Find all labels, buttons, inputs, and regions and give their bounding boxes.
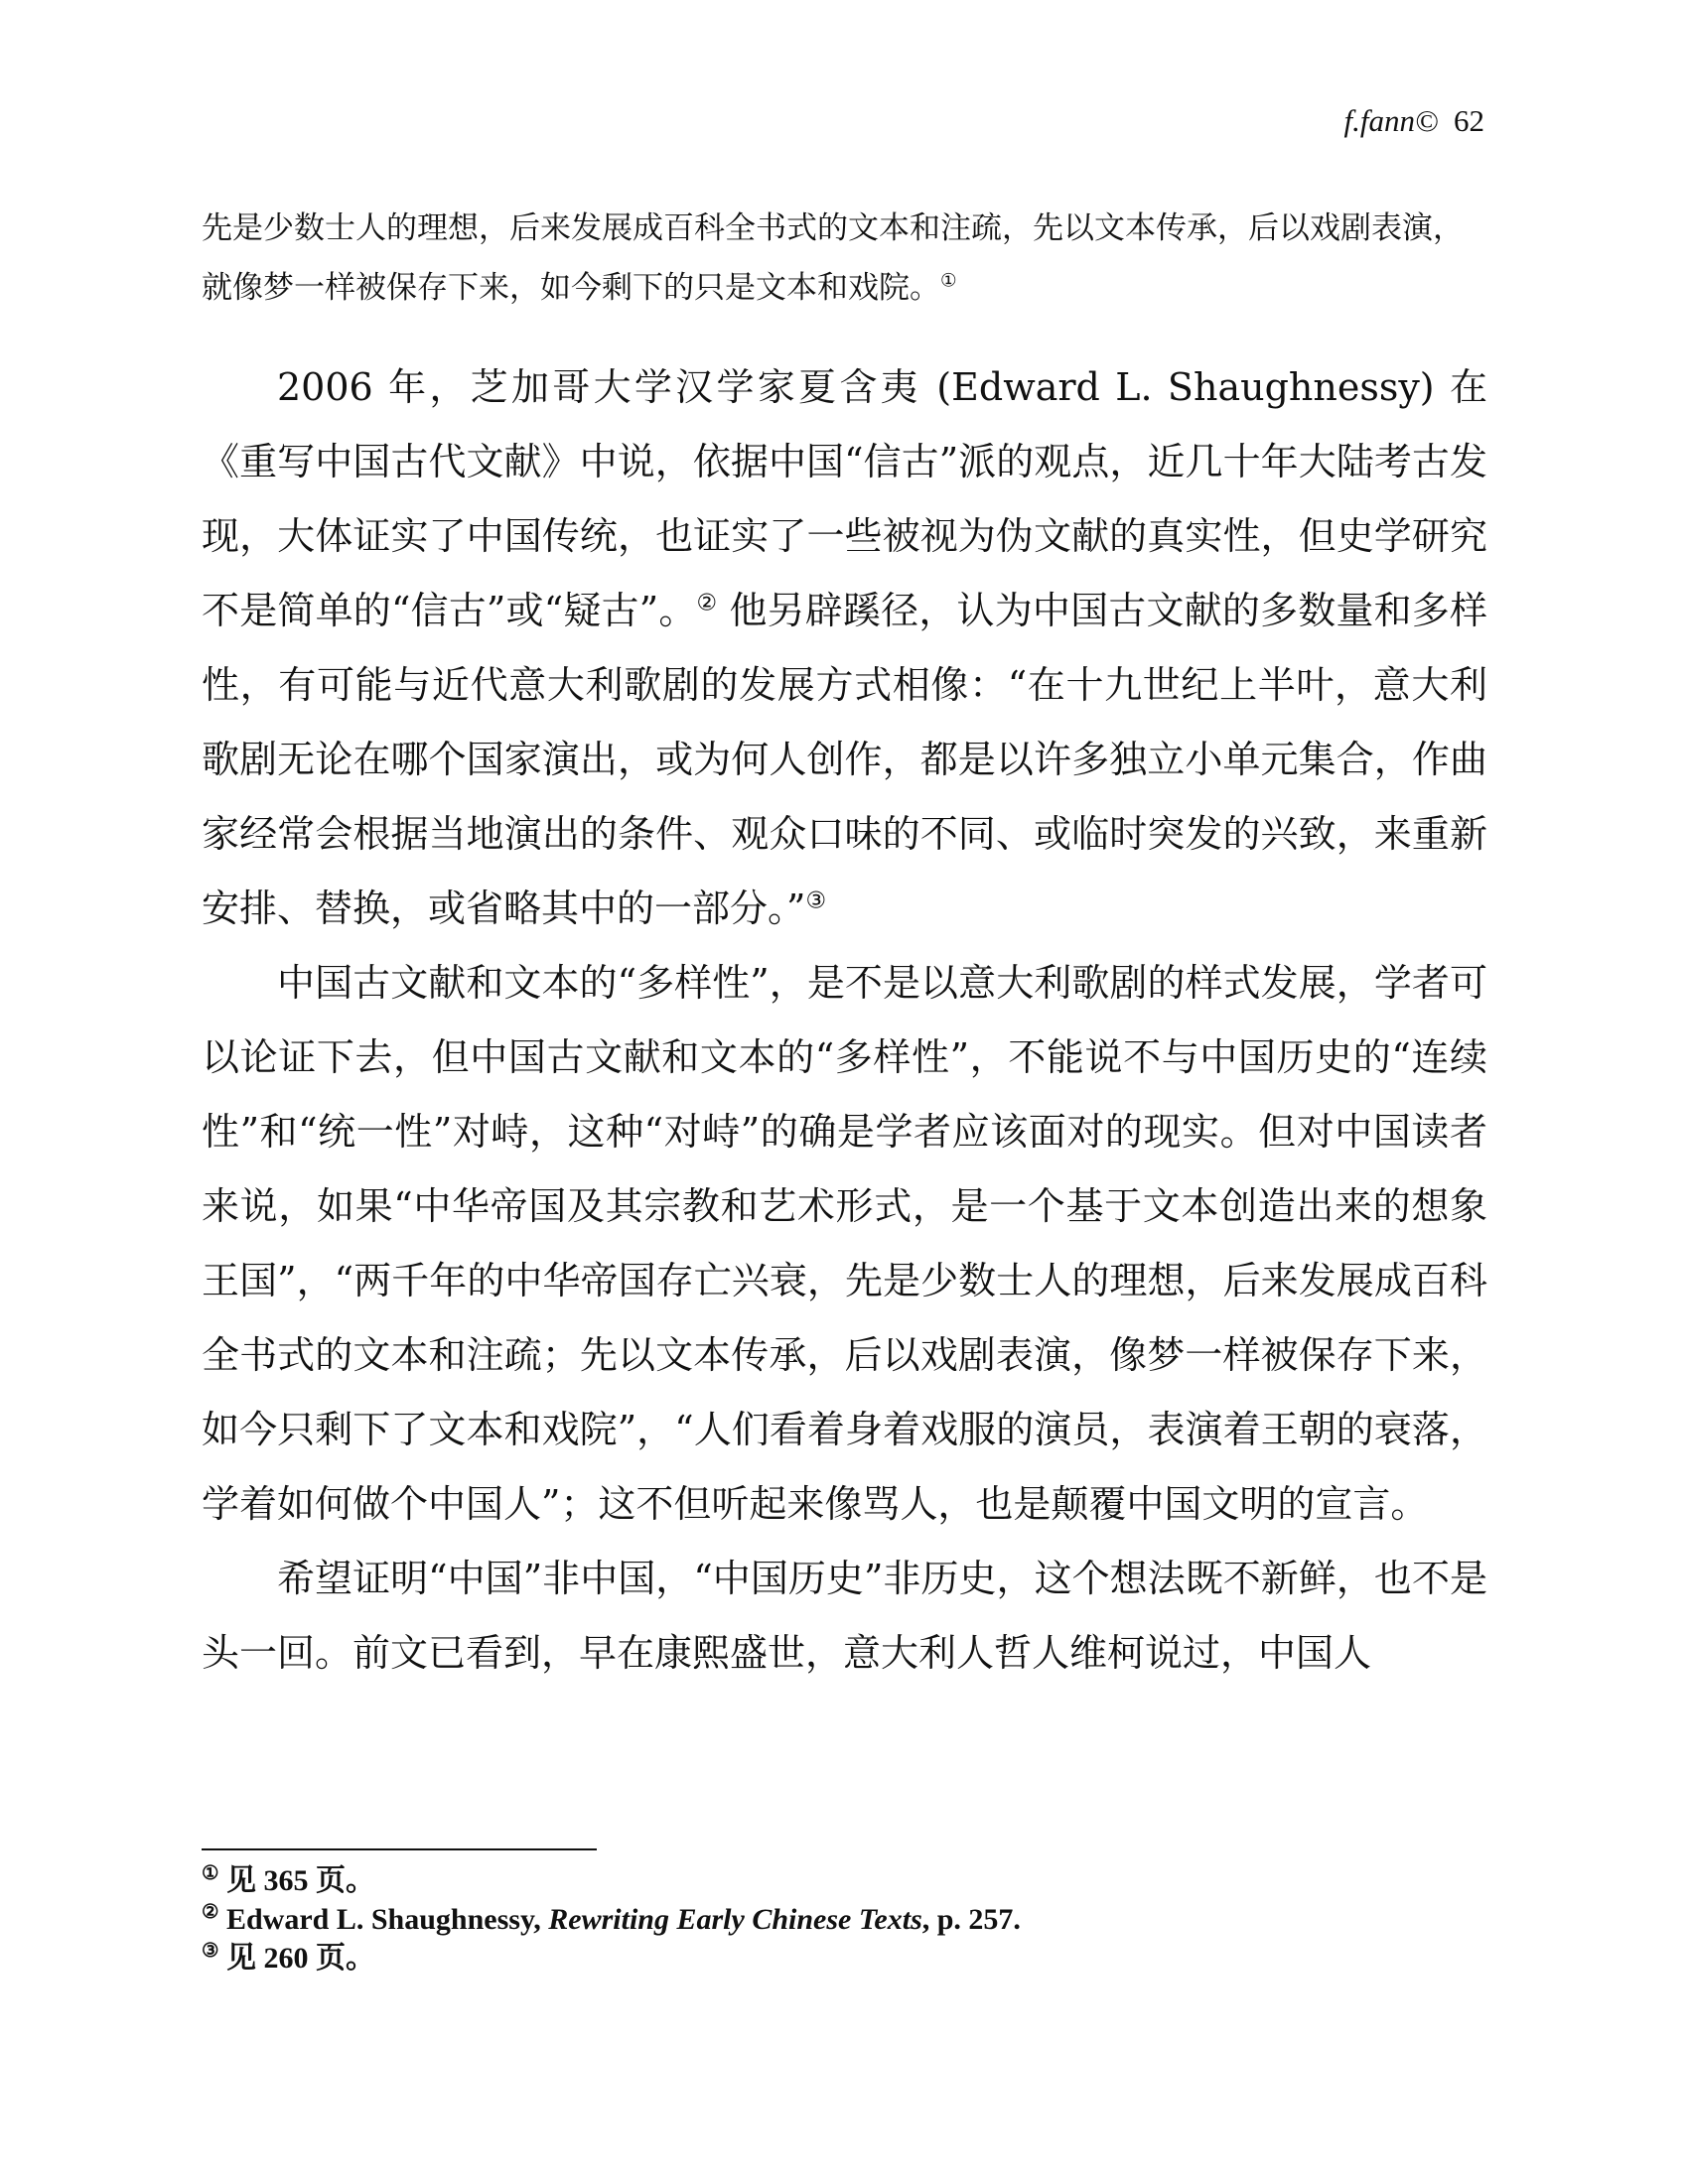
page-number: 62: [1454, 103, 1484, 138]
footnote-separator: [202, 1848, 597, 1850]
paragraph-2: 中国古文献和文本的“多样性”，是不是以意大利歌剧的样式发展，学者可以论证下去，但中国古文献和文本的“多样性”，不能说不与中国历史的“连续性”和“统一性”对峙，这种“对峙”的确是学者应该面对的现实。但对中国读者来说，如果“中华帝国及其宗教和艺术形式，是一个基于文本创造出来的想象王国”，“两千年的中华帝国存亡兴衰，先是少数士人的理想，后来发展成百科全书式的文本和注疏；先以文本传承，后以戏剧表演，像梦一样被保存下来，如今只剩下了文本和戏院”，“人们看着身着戏服的演员，表演着王朝的衰落，学着如何做个中国人”；这不但听起来像骂人，也是颠覆中国文明的宣言。: [202, 961, 1487, 1526]
footnote-2: [202, 1900, 1487, 1939]
footnote-text: 见 365 页。: [225, 1864, 375, 1897]
paragraph-1-part-2: 他另辟蹊径，认为中国古文献的多数量和多样性，有可能与近代意大利歌剧的发展方式相像：“在十九世纪上半叶，意大利歌剧无论在哪个国家演出，或为何人创作，都是以许多独立小单元集合，作曲家经常会根据当地演出的条件、观众口味的不同、或临时突发的兴致，来重新安排、替换，或省略其中的一部分。”: [202, 589, 1487, 930]
footnote-author: Edward L. Shaughnessy,: [225, 1903, 549, 1936]
running-head-author: f.fann©: [1343, 103, 1439, 138]
page-header: [1343, 103, 1484, 139]
paragraph-1-part-1: 2006 年，芝加哥大学汉学家夏含夷 (Edward L. Shaughnessy) 在《重写中国古代文献》中说，依据中国“信古”派的观点，近几十年大陆考古发现，大体证实了中国传统，也证实了一些被视为伪文献的真实性，但史学研究不是简单的“信古”或“疑古”。: [202, 365, 1487, 632]
block-quote: [202, 199, 1487, 318]
main-text: [202, 199, 1487, 1691]
paragraph-3: 希望证明“中国”非中国，“中国历史”非历史，这个想法既不新鲜，也不是头一回。前文已看到，早在康熙盛世，意大利人哲人维柯说过，中国人: [202, 1557, 1487, 1675]
footnote-ref-1: ①: [940, 270, 957, 292]
footnote-ref-2: ②: [696, 590, 718, 616]
footnote-mark: ①: [202, 1863, 219, 1884]
footnote-citation: , p. 257.: [921, 1903, 1021, 1936]
footnote-book-title: Rewriting Early Chinese Texts: [548, 1903, 922, 1936]
footnote-mark: ③: [202, 1941, 219, 1962]
footnote-1: [202, 1861, 1487, 1900]
footnote-text: 见 260 页。: [225, 1942, 375, 1975]
footnote-3: [202, 1939, 1487, 1978]
footnote-mark: ②: [202, 1902, 219, 1923]
block-quote-text: 先是少数士人的理想，后来发展成百科全书式的文本和注疏，先以文本传承，后以戏剧表演，就像梦一样被保存下来，如今剩下的只是文本和戏院。: [202, 210, 1464, 306]
paragraph-1: [202, 350, 1487, 946]
footnote-ref-3: ③: [805, 887, 826, 914]
footnotes: [202, 1861, 1487, 1978]
